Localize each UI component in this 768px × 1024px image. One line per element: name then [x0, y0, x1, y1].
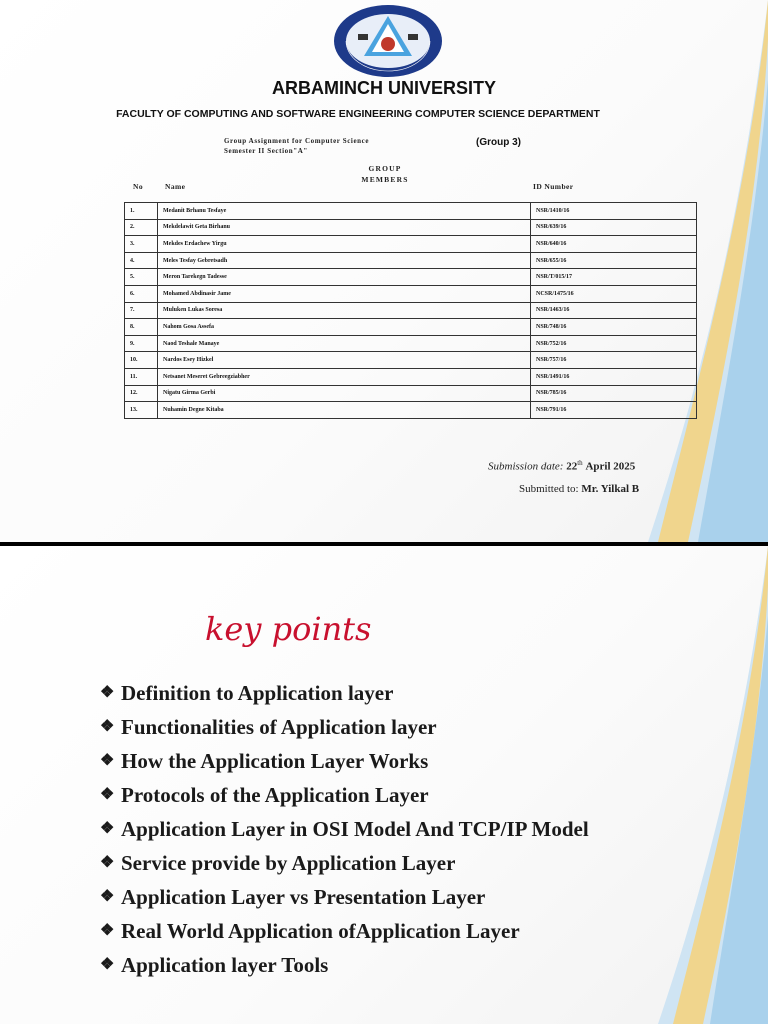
member-name: Meron Tarekegn Tadesse	[158, 269, 531, 286]
member-name: Netsanet Meseret Gebreegziabher	[158, 368, 531, 385]
submission-month-year: April 2025	[585, 460, 636, 473]
member-id: NSR/639/16	[531, 219, 697, 236]
diamond-bullet-icon: ❖	[100, 922, 115, 939]
table-row	[125, 285, 697, 302]
diamond-bullet-icon: ❖	[100, 786, 115, 803]
key-point-text: Definition to Application layer	[121, 681, 394, 705]
row-number: 3.	[125, 236, 158, 253]
key-point-text: Functionalities of Application layer	[121, 715, 437, 739]
table-row	[125, 236, 697, 253]
table-row	[125, 269, 697, 286]
members-table	[124, 202, 697, 419]
member-name: Nuhamin Degne Kitaba	[158, 402, 531, 419]
key-point-text: Protocols of the Application Layer	[121, 783, 429, 807]
row-number: 5.	[125, 269, 158, 286]
row-number: 1.	[125, 203, 158, 220]
member-id: NSR/640/16	[531, 236, 697, 253]
member-name: Medanit Brhanu Tesfaye	[158, 203, 531, 220]
member-id: NSR/1410/16	[531, 203, 697, 220]
row-number: 6.	[125, 285, 158, 302]
member-id: NCSR/1475/16	[531, 285, 697, 302]
key-points-title: key points	[205, 610, 372, 648]
member-name: Mohamed Abdinasir Jame	[158, 285, 531, 302]
diamond-bullet-icon: ❖	[100, 956, 115, 973]
diamond-bullet-icon: ❖	[100, 718, 115, 735]
member-name: Nardos Esey Hizkel	[158, 352, 531, 369]
group-number: (Group 3)	[476, 137, 521, 148]
row-number: 2.	[125, 219, 158, 236]
faculty-department: FACULTY OF COMPUTING AND SOFTWARE ENGINEERING COMPUTER SCIENCE DEPARTMENT	[116, 108, 600, 120]
member-id: NSR/1463/16	[531, 302, 697, 319]
table-row	[125, 402, 697, 419]
list-item	[100, 782, 660, 808]
list-item	[100, 714, 660, 740]
submission-day-suffix: th	[577, 459, 583, 467]
members-title-line-2: MEMBERS	[361, 175, 409, 184]
list-item	[100, 918, 660, 944]
key-point-text: Real World Application ofApplication Layer	[121, 919, 520, 943]
submitted-to-name: Mr. Yilkal B	[581, 483, 640, 495]
submitted-to	[519, 483, 639, 495]
row-number: 7.	[125, 302, 158, 319]
submission-date-label: Submission date:	[488, 460, 564, 473]
key-points-list	[100, 680, 660, 986]
key-point-text: Application layer Tools	[121, 953, 329, 977]
list-item	[100, 850, 660, 876]
member-id: NSR/791/16	[531, 402, 697, 419]
member-name: Nahom Gosa Assefa	[158, 319, 531, 336]
submission-date	[488, 459, 635, 473]
table-row	[125, 219, 697, 236]
member-name: Naod Teshale Manaye	[158, 335, 531, 352]
column-header-name: Name	[165, 182, 186, 191]
key-point-text: Application Layer in OSI Model And TCP/IP Model	[121, 817, 589, 841]
member-name: Mekdes Erdachew Yirgu	[158, 236, 531, 253]
member-id: NSR/752/16	[531, 335, 697, 352]
members-title-line-1: GROUP	[368, 164, 402, 173]
key-points-slide	[0, 546, 768, 1024]
table-row	[125, 252, 697, 269]
university-name: ARBAMINCH UNIVERSITY	[271, 78, 496, 98]
row-number: 9.	[125, 335, 158, 352]
table-row	[125, 203, 697, 220]
key-point-text: Application Layer vs Presentation Layer	[121, 885, 486, 909]
diamond-bullet-icon: ❖	[100, 854, 115, 871]
list-item	[100, 884, 660, 910]
column-header-no: No	[133, 182, 143, 191]
assignment-line-1: Group Assignment for Computer Science	[224, 137, 370, 145]
row-number: 12.	[125, 385, 158, 402]
member-id: NSR/757/16	[531, 352, 697, 369]
assignment-line-2: Semester II Section"A"	[224, 147, 308, 155]
university-logo	[332, 4, 444, 78]
diamond-bullet-icon: ❖	[100, 684, 115, 701]
list-item	[100, 816, 660, 842]
member-id: NSR/1491/16	[531, 368, 697, 385]
member-name: Mekdelawit Geta Birhanu	[158, 219, 531, 236]
member-name: Nigatu Girma Gerbi	[158, 385, 531, 402]
row-number: 8.	[125, 319, 158, 336]
member-id: NSR/785/16	[531, 385, 697, 402]
table-row	[125, 385, 697, 402]
diamond-bullet-icon: ❖	[100, 752, 115, 769]
diamond-bullet-icon: ❖	[100, 820, 115, 837]
row-number: 10.	[125, 352, 158, 369]
member-id: NSR/655/16	[531, 252, 697, 269]
row-number: 13.	[125, 402, 158, 419]
table-row	[125, 368, 697, 385]
table-row	[125, 352, 697, 369]
list-item	[100, 952, 660, 978]
row-number: 4.	[125, 252, 158, 269]
member-id: NSR/748/16	[531, 319, 697, 336]
row-number: 11.	[125, 368, 158, 385]
key-point-text: Service provide by Application Layer	[121, 851, 456, 875]
group-members-title	[355, 163, 415, 185]
submitted-to-label: Submitted to:	[519, 483, 579, 495]
member-name: Muluken Lukas Soresa	[158, 302, 531, 319]
list-item	[100, 680, 660, 706]
submission-day: 22	[566, 460, 578, 473]
table-row	[125, 302, 697, 319]
member-id: NSR/T/015/17	[531, 269, 697, 286]
table-row	[125, 319, 697, 336]
column-header-id: ID Number	[533, 182, 574, 191]
list-item	[100, 748, 660, 774]
key-point-text: How the Application Layer Works	[121, 749, 429, 773]
diamond-bullet-icon: ❖	[100, 888, 115, 905]
assignment-description	[224, 136, 369, 156]
member-name: Meles Tesfay Gebretsadh	[158, 252, 531, 269]
table-row	[125, 335, 697, 352]
